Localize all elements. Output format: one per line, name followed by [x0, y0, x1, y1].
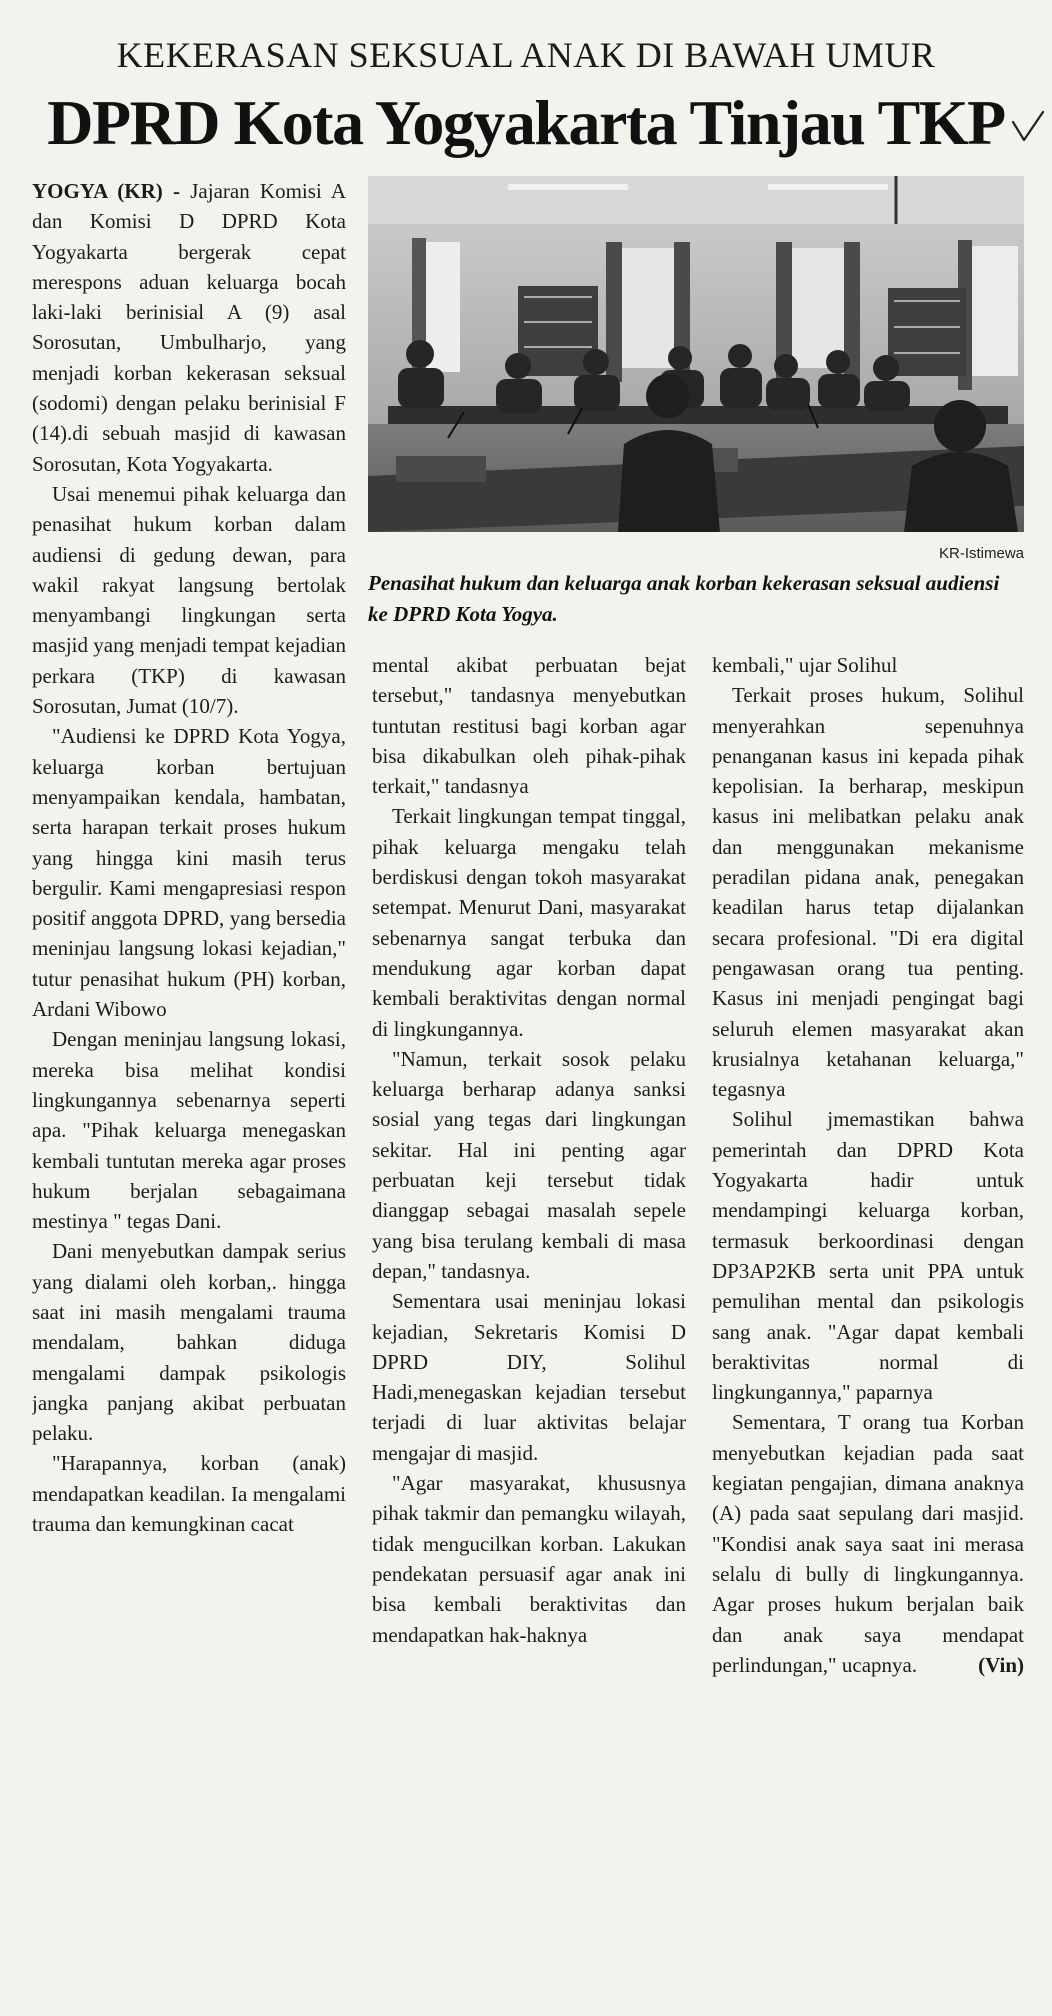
paragraph: Terkait proses hukum, Solihul menyerahkan sepenuhnya penanganan kasus ini kepada pihak kepolisian. Ia berharap, meskipun kasus ini melibatkan pelaku anak dan menggunakan mekanisme peradilan pidana anak, penegakan keadilan harus tetap dijalankan secara profesional. "Di era digital pengawasan orang tua penting. Kasus ini menjadi pengingat bagi seluruh elemen masyarakat akan krusialnya ketahanan keluarga," tegasnya [712, 683, 1024, 1102]
paragraph: Dani menyebutkan dampak serius yang dialami oleh korban,. hingga saat ini masih mengalami trauma mendalam, bahkan diduga mengalami dampak psikologis jangka panjang akibat perbuatan pelaku. [32, 1239, 346, 1446]
article-column-1 [32, 176, 346, 1992]
paragraph: Usai menemui pihak keluarga dan penasihat hukum korban dalam audiensi di gedung dewan, para wakil rakyat langsung bertolak menyambangi lingkungan serta masjid yang menjadi tempat kejadian perkara (TKP) di kawasan Sorosutan, Jumat (10/7). [32, 481, 346, 719]
article-kicker: KEKERASAN SEKSUAL ANAK DI BAWAH UMUR [116, 35, 936, 75]
paragraph: Terkait lingkungan tempat tinggal, pihak keluarga mengaku telah berdiskusi dengan tokoh masyarakat setempat. Menurut Dani, masyarakat sebenarnya sangat terbuka dan mendukung agar korban dapat kembali beraktivitas dengan normal di lingkungannya. [372, 804, 686, 1041]
handwritten-check-icon [1010, 108, 1046, 148]
paragraph: mental akibat perbuatan bejat tersebut," tandasnya menyebutkan tuntutan restitusi bagi korban agar bisa dikabulkan oleh pihak-pihak terkait," tandasnya [372, 653, 686, 799]
paragraph: Solihul jmemastikan bahwa pemerintah dan DPRD Kota Yogyakarta hadir untuk mendampingi keluarga korban, termasuk berkoordinasi dengan DP3AP2KB serta unit PPA untuk pemulihan mental dan psikologis sang anak. "Agar dapat kembali beraktivitas normal di lingkungannya," paparnya [712, 1107, 1024, 1405]
paragraph: YOGYA (KR) - Jajaran Komisi A dan Komisi D DPRD Kota Yogyakarta bergerak cepat merespons aduan keluarga bocah laki-laki berinisial A (9) asal Sorosutan, Umbulharjo, yang menjadi korban kekerasan seksual (sodomi) dengan pelaku berinisial F (14).di sebuah masjid di kawasan Sorosutan, Kota Yogyakarta. [32, 179, 346, 476]
paragraph: "Agar masyarakat, khususnya pihak takmir dan pemangku wilayah, tidak mengucilkan korban. Lakukan pendekatan persuasif agar anak ini bisa kembali beraktivitas dan mendapatkan hak-haknya [372, 1471, 686, 1647]
article-photo [368, 176, 1024, 532]
article-column-2 [372, 650, 686, 1992]
photo-caption: Penasihat hukum dan keluarga anak korban kekerasan seksual audiensi ke DPRD Kota Yogya. [368, 571, 1000, 626]
paragraph: "Namun, terkait sosok pelaku keluarga berharap adanya sanksi sosial yang tegas dari lingkungan sekitar. Hal ini penting agar perbuatan keji tersebut tidak dianggap sebagai masalah sepele yang bisa terulang kembali di masa depan," tandasnya. [372, 1046, 686, 1283]
article-column-3 [712, 650, 1024, 1992]
meeting-room-image [368, 176, 1024, 532]
photo-credit: KR-Istimewa [938, 545, 1024, 562]
paragraph: "Harapannya, korban (anak) mendapatkan keadilan. Ia mengalami trauma dan kemungkinan cacat [32, 1451, 346, 1537]
paragraph: Dengan meninjau langsung lokasi, mereka bisa melihat kondisi lingkungannya sebenarnya seperti apa. "Pihak keluarga menegaskan kembali tuntutan mereka agar proses hukum berjalan sebagaimana mestinya " tegas Dani. [32, 1027, 346, 1234]
paragraph: Sementara usai meninjau lokasi kejadian, Sekretaris Komisi D DPRD DIY, Solihul Hadi,menegaskan kejadian tersebut terjadi di luar aktivitas belajar mengajar di masjid. [372, 1289, 686, 1465]
article-headline: DPRD Kota Yogyakarta Tinjau TKP [47, 87, 1005, 158]
paragraph: kembali," ujar Solihul [712, 653, 898, 677]
paragraph: Sementara, T orang tua Korban menyebutkan kejadian pada saat kegiatan pengajian, dimana anaknya (A) pada saat sepulang dari masjid. "Kondisi anak saya saat ini merasa selalu di bully di lingkungannya. Agar proses hukum berjalan baik dan anak saya mendapat perlindungan," ucapnya. (Vin) [712, 1410, 1024, 1677]
paragraph: "Audiensi ke DPRD Kota Yogya, keluarga korban bertujuan menyampaikan kendala, hambatan, serta harapan terkait proses hukum yang hingga kini masih terus bergulir. Kami mengapresiasi respon positif anggota DPRD, yang bersedia meninjau langsung lokasi kejadian," tutur penasihat hukum (PH) korban, Ardani Wibowo [32, 724, 346, 1022]
author-signature: (Vin) [978, 1652, 1024, 1677]
article-dateline: YOGYA (KR) - [32, 179, 181, 203]
